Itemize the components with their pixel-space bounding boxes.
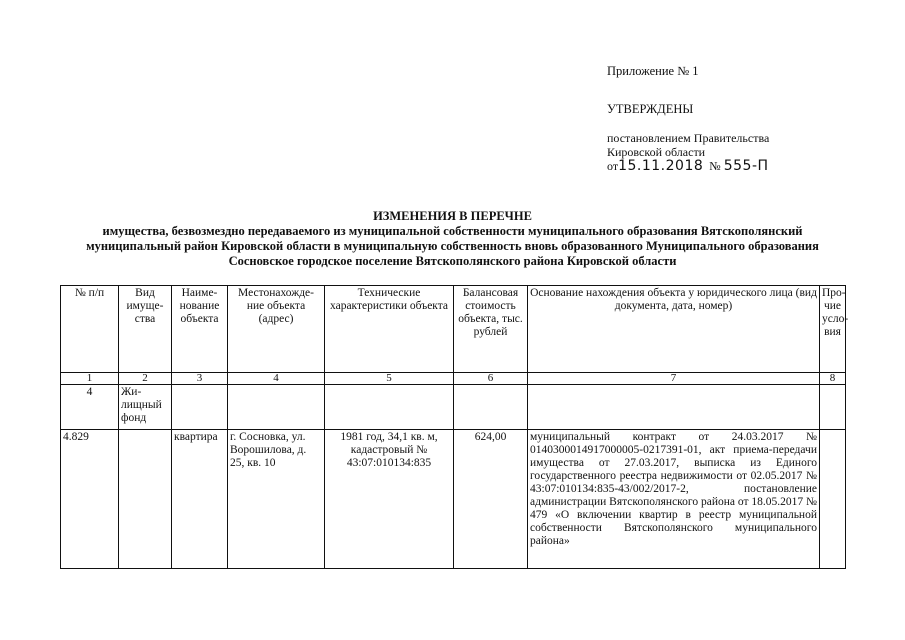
decree-number: 555-П: [723, 158, 769, 174]
title-line-3: муниципальный район Кировской области в муниципальную собственность вновь образованного Муниципального образования: [86, 239, 819, 253]
date-prefix: от: [607, 159, 619, 173]
empty-cell: [228, 385, 325, 430]
other-conditions: [820, 430, 846, 569]
column-number: 8: [820, 373, 846, 385]
header-cell: № п/п: [61, 286, 119, 373]
ownership-basis: муниципальный контракт от 24.03.2017 № 0140300014917000005-0217391-01, акт приема-передачи имущества от 27.03.2017, выписка из Единого государственного реестра недвижимости от 02.05.2017 № 43:07:010134:835-43/002/2017-2, постановление администрации Вятскополянского района от 18.05.2017 № 479 «О включении квартир в реестр муниципальной собственности Вятскополянского муниципального района»: [528, 430, 820, 569]
header-cell: Местонахожде-ние объекта (адрес): [228, 286, 325, 373]
property-type: [119, 430, 172, 569]
column-number: 6: [454, 373, 528, 385]
header-cell: Основание нахождения объекта у юридического лица (вид документа, дата, номер): [528, 286, 820, 373]
appendix-label: Приложение № 1: [607, 64, 699, 78]
document-title: [60, 209, 845, 269]
header-cell: Технические характеристики объекта: [325, 286, 454, 373]
balance-value: 624,00: [454, 430, 528, 569]
header-cell: Вид имуще-ства: [119, 286, 172, 373]
header-cell: Про-чие усло-вия: [820, 286, 846, 373]
property-table: [60, 285, 849, 569]
column-number: 7: [528, 373, 820, 385]
table-row: [61, 385, 846, 430]
column-number: 1: [61, 373, 119, 385]
section-type: Жи-лищный фонд: [119, 385, 172, 430]
table-header-row: [61, 286, 846, 373]
row-number: 4.829: [61, 430, 119, 569]
table-row: [61, 430, 846, 569]
column-number-row: [61, 373, 846, 385]
empty-cell: [325, 385, 454, 430]
decree-line-2: Кировской области: [607, 145, 706, 159]
header-cell: Балансовая стоимость объекта, тыс. рублей: [454, 286, 528, 373]
decree-block: [607, 131, 769, 173]
column-number: 3: [172, 373, 228, 385]
number-prefix: №: [709, 159, 721, 173]
object-address: г. Сосновка, ул. Ворошилова, д. 25, кв. 10: [228, 430, 325, 569]
empty-cell: [820, 385, 846, 430]
title-line-4: Сосновское городское поселение Вятскополянского района Кировской области: [228, 254, 677, 268]
column-number: 5: [325, 373, 454, 385]
empty-cell: [528, 385, 820, 430]
decree-date-line: [607, 159, 769, 173]
header-cell: Наиме-нование объекта: [172, 286, 228, 373]
empty-cell: [172, 385, 228, 430]
section-number: 4: [61, 385, 119, 430]
object-specs: 1981 год, 34,1 кв. м, кадастровый № 43:07:010134:835: [325, 430, 454, 569]
empty-cell: [454, 385, 528, 430]
title-line-2: имущества, безвозмездно передаваемого из муниципальной собственности муниципального образования Вятскополянский: [102, 224, 803, 238]
column-number: 4: [228, 373, 325, 385]
title-line-1: ИЗМЕНЕНИЯ В ПЕРЕЧНЕ: [373, 209, 532, 223]
approved-label: УТВЕРЖДЕНЫ: [607, 102, 694, 116]
decree-line-1: постановлением Правительства: [607, 131, 770, 145]
column-number: 2: [119, 373, 172, 385]
object-name: квартира: [172, 430, 228, 569]
decree-date: 15.11.2018: [618, 158, 704, 174]
